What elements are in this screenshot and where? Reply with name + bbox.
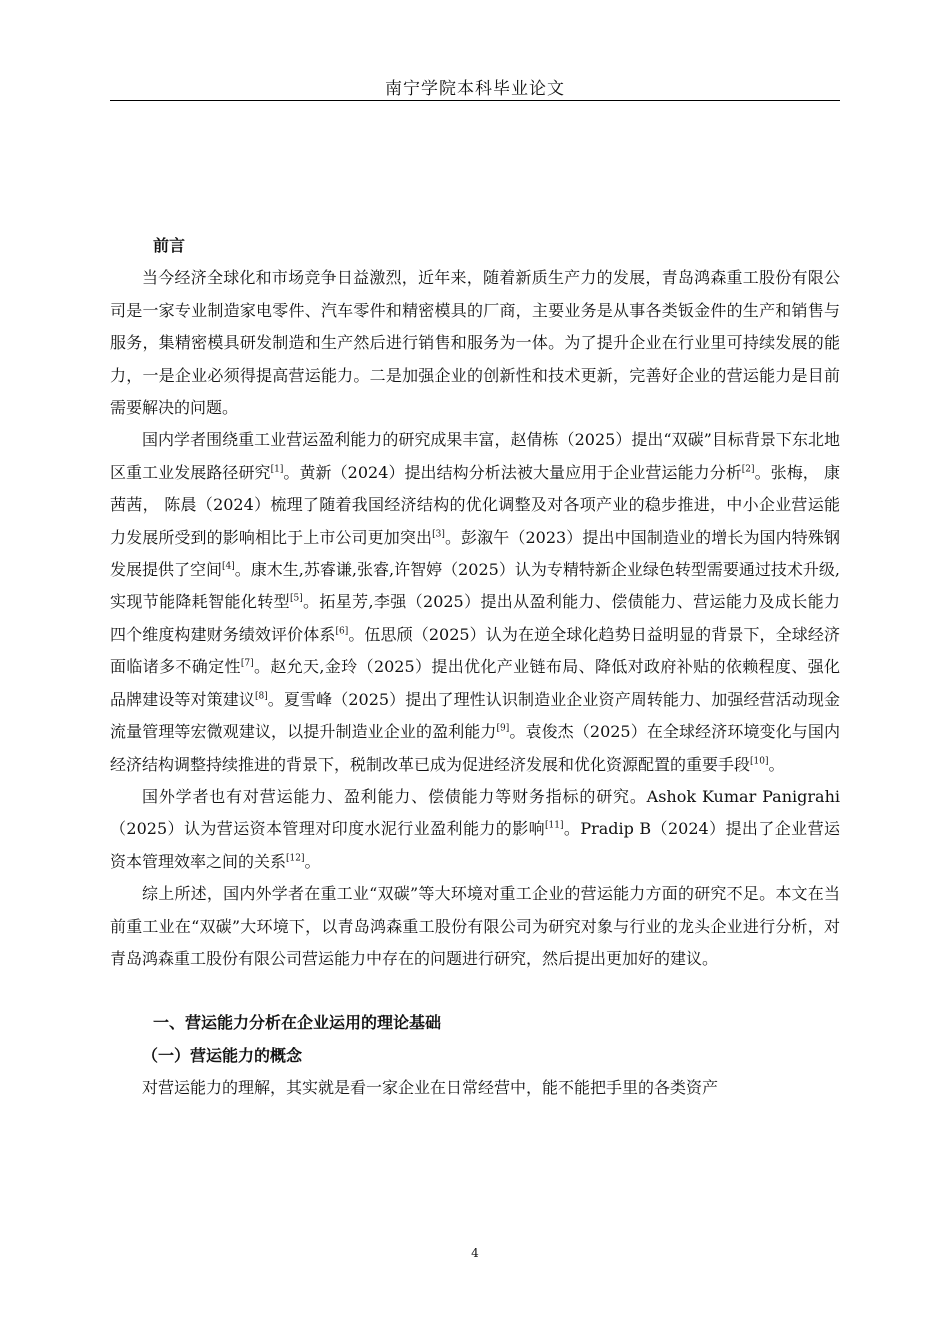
preface-paragraph-2: [110, 424, 840, 780]
preface-paragraph-4: 综上所述，国内外学者在重工业“双碳”等大环境对重工企业的营运能力方面的研究不足。本文在当前重工业在“双碳”大环境下，以青岛鸿森重工股份有限公司为研究对象与行业的龙头企业进行分析，对青岛鸿森重工股份有限公司营运能力中存在的问题进行研究，然后提出更加好的建议。: [110, 884, 840, 968]
header-rule: [110, 100, 840, 101]
paragraph-text: 。夏雪峰（2025）提出了理性认识制造业企业资产周转能力、加强经营活动现金流量管理等宏微观建议，以提升制造业企业的盈利能力: [110, 689, 840, 742]
paragraph-text: 。彭溆午（2023）提出中国制造业的增长为国内特殊钢发展提供了空间: [110, 527, 840, 580]
section-heading: （一）营运能力的概念: [142, 1045, 303, 1065]
paragraph-text: 。伍思颀（2025）认为在逆全球化趋势日益明显的背景下，全球经济面临诸多不确定性: [110, 624, 840, 677]
paragraph-text: 。: [768, 754, 785, 774]
citation-ref: [5]: [289, 594, 303, 605]
citation-ref: [11]: [545, 820, 564, 831]
citation-ref: [10]: [750, 756, 769, 767]
paragraph-text: 。袁俊杰（2025）在全球经济环境变化与国内经济结构调整持续推进的背景下，税制改革已成为促进经济发展和优化资源配置的重要手段: [110, 722, 840, 774]
page-body: [110, 230, 840, 1105]
chapter-heading: 一、营运能力分析在企业运用的理论基础: [153, 1013, 442, 1033]
paragraph-text: 国外学者也有对营运能力、盈利能力、偿债能力等财务指标的研究。Ashok Kumar Panigrahi（2025）认为营运资本管理对印度水泥行业盈利能力的影响: [110, 786, 840, 839]
paragraph-text: 。黄新（2024）提出结构分析法被大量应用于企业营运能力分析: [283, 462, 742, 482]
citation-ref: [4]: [222, 561, 235, 572]
citation-ref: [3]: [432, 529, 445, 540]
preface-paragraph-1: 当今经济全球化和市场竞争日益激烈，近年来，随着新质生产力的发展，青岛鸿森重工股份有限公司是一家专业制造家电零件、汽车零件和精密模具的厂商，主要业务是从事各类钣金件的生产和销售与服务，集精密模具研发制造和生产然后进行销售和服务为一体。为了提升企业在行业里可持续发展的能力，一是企业必须得提高营运能力。二是加强企业的创新性和技术更新，完善好企业的营运能力是目前需要解决的问题。: [110, 268, 840, 418]
citation-ref: [1]: [270, 464, 284, 475]
page-number: 4: [471, 1246, 479, 1260]
citation-ref: [12]: [286, 853, 305, 864]
running-header: 南宁学院本科毕业论文: [385, 79, 565, 99]
paragraph-text: 。: [304, 851, 321, 871]
citation-ref: [9]: [496, 723, 510, 734]
paragraph-text: 。Pradip B（2024）提出了企业营运资本管理效率之间的关系: [110, 819, 840, 871]
preface-heading: 前言: [153, 236, 186, 255]
paragraph-text: 。张梅， 康茜茜， 陈晨（2024）梳理了随着我国经济结构的优化调整及对各项产业的稳步推进，中小企业营运能力发展所受到的影响相比于上市公司更加突出: [110, 462, 840, 547]
citation-ref: [8]: [254, 691, 268, 702]
paragraph-text: 。拓星芳,李强（2025）提出从盈利能力、偿债能力、营运能力及成长能力四个维度构建财务绩效评价体系: [110, 592, 840, 644]
citation-ref: [7]: [240, 658, 254, 669]
citation-ref: [6]: [335, 626, 349, 637]
preface-paragraph-3: [110, 781, 840, 878]
section-paragraph-1: 对营运能力的理解，其实就是看一家企业在日常经营中，能不能把手里的各类资产: [142, 1078, 719, 1098]
citation-ref: [2]: [741, 464, 755, 475]
paragraph-text: 。康木生,苏睿谦,张睿,许智婷（2025）认为专精特新企业绿色转型需要通过技术升级,实现节能降耗智能化转型: [110, 560, 840, 612]
paragraph-text: 国内学者围绕重工业营运盈利能力的研究成果丰富，赵倩栋（2025）提出“双碳”目标背景下东北地区重工业发展路径研究: [110, 430, 840, 482]
paragraph-text: 。赵允天,金玲（2025）提出优化产业链布局、降低对政府补贴的依赖程度、强化品牌建设等对策建议: [110, 657, 840, 709]
